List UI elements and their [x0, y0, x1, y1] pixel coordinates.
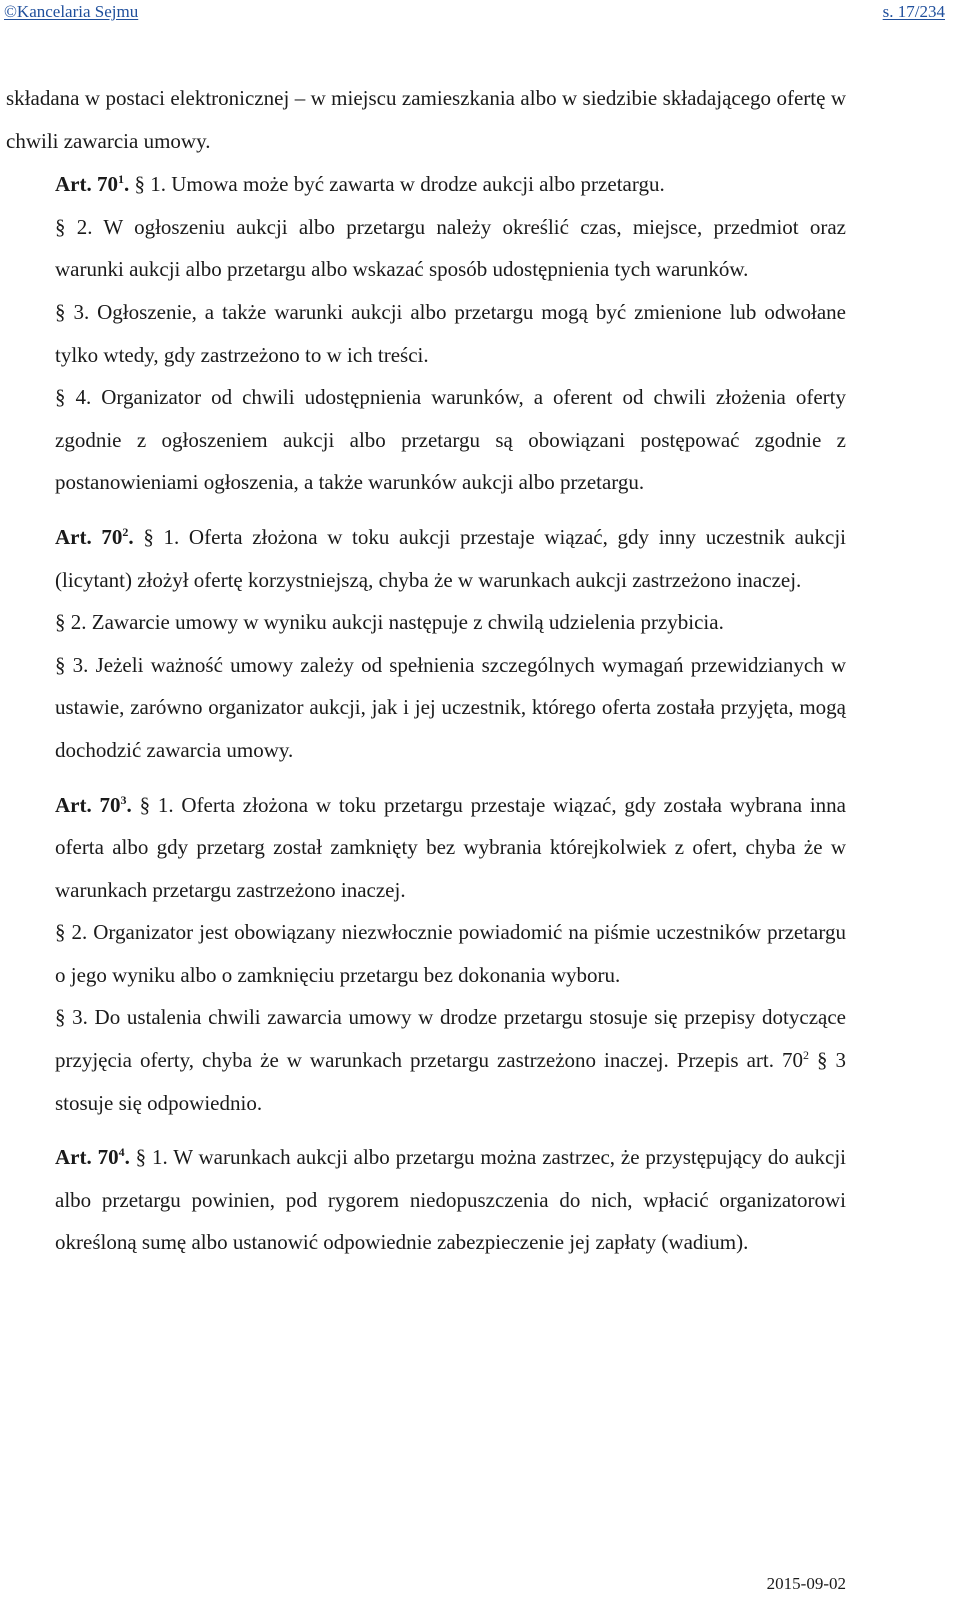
- article-70-1-par-4: § 4. Organizator od chwili udostępnienia warunków, a oferent od chwili złożenia oferty zgodnie z ogłoszeniem aukcji albo przetargu są obowiązani postępować zgodnie z postanowieniami ogłoszenia, a także warunków aukcji albo przetargu.: [55, 385, 846, 495]
- article-heading: Art. $70^3$.: [55, 792, 132, 817]
- document-body: [6, 77, 846, 1264]
- article-70-2-par-3: § 3. Jeżeli ważność umowy zależy od spełnienia szczególnych wymagań przewidzianych w ustawie, zarówno organizator aukcji, jak i jej uczestnik, którego oferta została przyjęta, mogą dochodzić zawarcia umowy.: [55, 652, 846, 762]
- article-70-4-par-1: Art. $70^4$. § 1. W warunkach aukcji albo przetargu można zastrzec, że przystępujący do aukcji albo przetargu powinien, pod rygorem niedopuszczenia do nich, wpłacić organizatorowi określoną sumę albo ustanowić odpowiednie zabezpieczenie jej zapłaty (wadium).: [55, 1145, 846, 1255]
- page-number-link[interactable]: s. 17/234: [882, 2, 945, 21]
- article-heading: Art. $70^2$.: [55, 524, 134, 549]
- paragraph-continuation: składana w postaci elektronicznej – w miejscu zamieszkania albo w siedzibie składającego ofertę w chwili zawarcia umowy.: [6, 86, 846, 153]
- article-70-3-par-2: § 2. Organizator jest obowiązany niezwłocznie powiadomić na piśmie uczestników przetargu o jego wyniku albo o zamknięciu przetargu bez dokonania wyboru.: [55, 920, 846, 987]
- article-70-1-par-3: § 3. Ogłoszenie, a także warunki aukcji albo przetargu mogą być zmienione lub odwołane tylko wtedy, gdy zastrzeżono to w ich treści.: [55, 299, 846, 367]
- article-70-1-par-2: § 2. W ogłoszeniu aukcji albo przetargu należy określić czas, miejsce, przedmiot oraz warunki aukcji albo przetargu albo wskazać sposób udostępnienia tych warunków.: [55, 214, 846, 282]
- copyright-link[interactable]: ©Kancelaria Sejmu: [4, 2, 139, 21]
- article-heading: Art. $70^1$.: [55, 172, 130, 197]
- article-70-2-par-2: § 2. Zawarcie umowy w wyniku aukcji następuje z chwilą udzielenia przybicia.: [55, 610, 724, 635]
- page-header: [0, 0, 960, 24]
- footer-date: 2015-09-02: [766, 1574, 846, 1593]
- article-70-3-par-1: Art. $70^3$. § 1. Oferta złożona w toku przetargu przestaje wiązać, gdy została wybrana inna oferta albo gdy przetarg został zamknięty bez wybrania którejkolwiek z ofert, chyba że w warunkach przetargu zastrzeżono inaczej.: [55, 792, 846, 902]
- article-heading: Art. $70^4$.: [55, 1145, 130, 1170]
- article-70-2-par-1: Art. $70^2$. § 1. Oferta złożona w toku aukcji przestaje wiązać, gdy inny uczestnik aukcji (licytant) złożył ofertę korzystniejszą, chyba że w warunkach aukcji zastrzeżono inaczej.: [55, 524, 846, 592]
- article-70-1-par-1: Art. $70^1$. § 1. Umowa może być zawarta w drodze aukcji albo przetargu.: [55, 172, 665, 197]
- article-70-3-par-3: § 3. Do ustalenia chwili zawarcia umowy w drodze przetargu stosuje się przepisy dotyczące przyjęcia oferty, chyba że w warunkach przetargu zastrzeżono inaczej. Przepis art. $70^2$ § 3 stosuje się odpowiednio.: [55, 1005, 847, 1115]
